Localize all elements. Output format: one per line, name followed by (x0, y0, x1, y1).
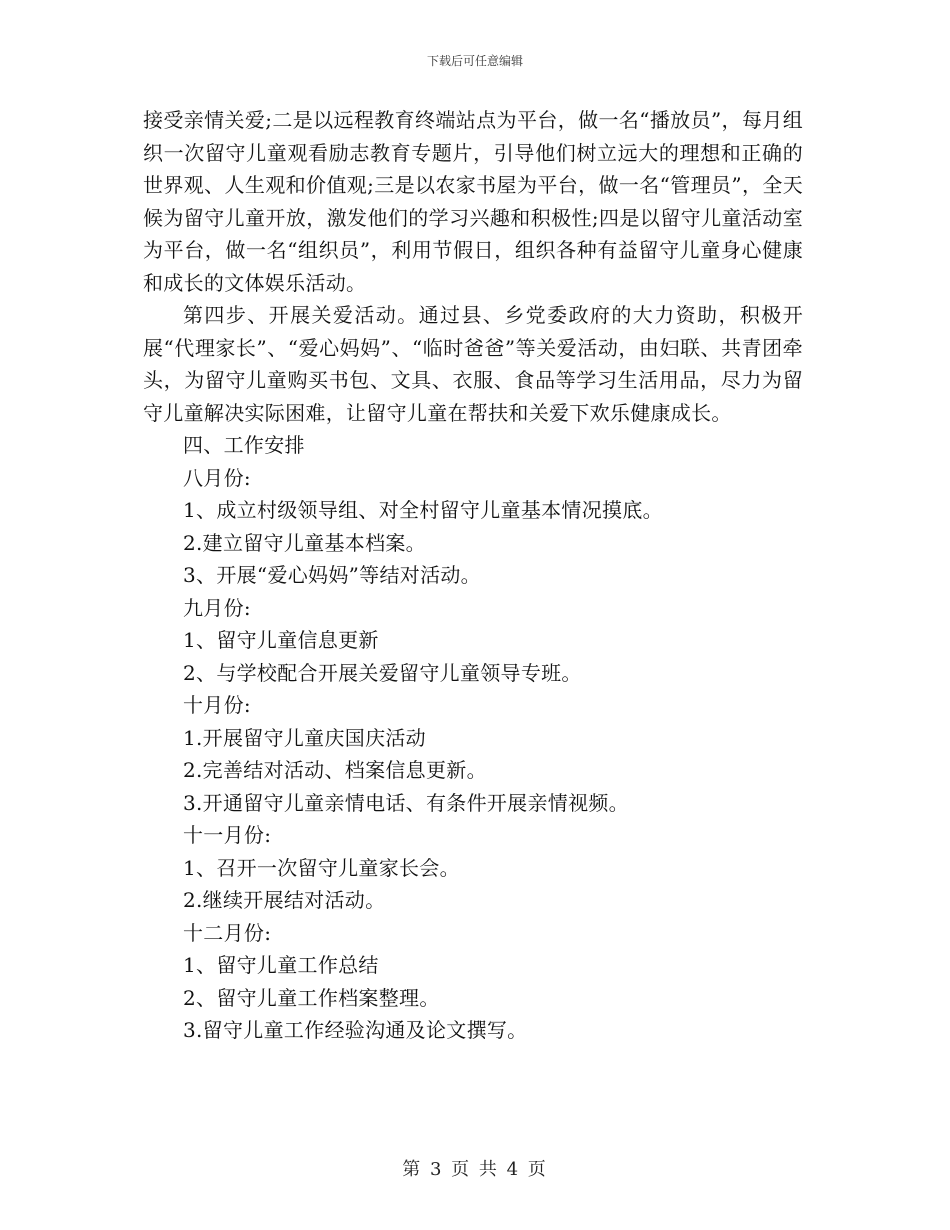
paragraph-continued: 接受亲情关爱;二是以远程教育终端站点为平台，做一名“播放员”，每月组织一次留守儿童观看励志教育专题片，引导他们树立远大的理想和正确的世界观、人生观和价值观;三是以农家书屋为平台，做一名“管理员”，全天候为留守儿童开放，激发他们的学习兴趣和积极性;四是以留守儿童活动室为平台，做一名“组织员”，利用节假日，组织各种有益留守儿童身心健康和成长的文体娱乐活动。 (143, 108, 803, 295)
list-item: 2.继续开展结对活动。 (183, 888, 386, 912)
list-item: 3.留守儿童工作经验沟通及论文撰写。 (183, 1018, 528, 1042)
month-heading-october: 十月份: (183, 693, 251, 717)
list-item: 2、与学校配合开展关爱留守儿童领导专班。 (183, 660, 582, 685)
month-heading-november: 十一月份: (183, 823, 272, 847)
month-heading-december: 十二月份: (183, 920, 272, 945)
section-heading-work-schedule: 四、工作安排 (183, 433, 305, 457)
list-item: 3.开通留守儿童亲情电话、有条件开展亲情视频。 (183, 790, 629, 815)
month-heading-september: 九月份: (183, 595, 251, 620)
list-item: 2、留守儿童工作档案整理。 (183, 985, 440, 1010)
page-header: 下载后可任意编辑 (426, 54, 523, 68)
list-item: 1.开展留守儿童庆国庆活动 (183, 725, 426, 750)
list-item: 3、开展“爱心妈妈”等结对活动。 (183, 563, 481, 587)
list-item: 1、召开一次留守儿童家长会。 (183, 855, 460, 880)
list-item: 2.建立留守儿童基本档案。 (183, 530, 426, 555)
month-heading-august: 八月份: (183, 465, 251, 490)
list-item: 1、留守儿童信息更新 (183, 628, 379, 652)
page-number: 第 3 页 共 4 页 (402, 1159, 548, 1180)
list-item: 2.完善结对活动、档案信息更新。 (183, 758, 487, 782)
list-item: 1、成立村级领导组、对全村留守儿童基本情况摸底。 (183, 498, 663, 522)
document-body (143, 104, 803, 1047)
list-item: 1、留守儿童工作总结 (183, 953, 379, 977)
paragraph-step-four: 第四步、开展关爱活动。通过县、乡党委政府的大力资助，积极开展“代理家长”、“爱心妈妈”、“临时爸爸”等关爱活动，由妇联、共青团牵头，为留守儿童购买书包、文具、衣服、食品等学习生活用品，尽力为留守儿童解决实际困难，让留守儿童在帮扶和关爱下欢乐健康成长。 (143, 303, 803, 425)
